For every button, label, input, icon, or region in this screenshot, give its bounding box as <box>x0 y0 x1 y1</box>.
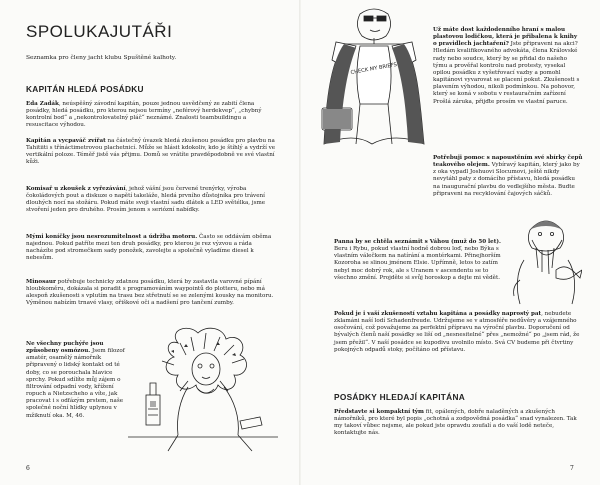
ad-text: potřebuje technicky zdatnou posádku, která by zastavila varovné pípání hloubkoměru, dokázala si poradit s programováním waypointů do plotteru, nebo má alespoň zkušenosti s vplutím na trasu bez střetnutí se se zelenými kousky na monitoru. Výměnou nabízím trnavé vlasy, ořiškové oči a nadšení pro tančení zumby. <box>26 279 274 307</box>
ad-11 <box>334 409 579 438</box>
ad-lead: Představte si kompaktní tým <box>334 409 424 415</box>
ad-8 <box>433 155 583 198</box>
ad-text: Beru i Rybu, pokud vlastní hodně dobrou loď, nebo Býka s vlastním válečkem na natírání a montérkami. Přinejhorším Kozoroha se slinou jménem Elsie. Upřímně, letos to zatím nebyl moc dobrý rok, ale s Uranem v ascendentu se to všechno změní. Projděte si svůj horoskop a dejte mi vědět. <box>334 246 501 281</box>
ad-6 <box>26 341 126 420</box>
ad-text: , jehož vášní jsou červené trenýrky, výroba čokoládových pout a diskuze o napětí takeláže, hledá prvního důstojníka pro trávení dlouhých nocí na stožáru. Pokud máte svoji vlastní sadu dlátek a LED světélka, jsme stvoření jeden pro druhého. Prosím jenom s seriózní nabídky. <box>26 186 266 214</box>
ad-2 <box>26 138 276 167</box>
ad-lead: Panna by se chtěla seznámit s Váhou (muž do 50 let). <box>334 239 501 245</box>
ad-lead: Potřebuji pomoc s napoustěním své sbírky čepů teakového olejem. <box>433 155 583 169</box>
ad-7 <box>433 27 581 106</box>
ad-text: Vybíravý kapitán, který jako by z oka vypadl Joshuovi Slocumovi, ještě nikdy nevytáhl paty z domácího přístavu, hledá posádku na inaugurační plavbu do vedlejšího města. Budte připraveni na recyklování čajových sáčků. <box>433 162 580 197</box>
ad-text: fit, opálených, dobře naladěných a zkušených námořníků, pro které byl popis „ochotná a zodpovědná posádka“ snad vynalezen. Tak my takoví vůbec nejsme, ale pokud jste opravdu zoufalí a do vaší lodě neteče, kontaktujte nás. <box>334 409 577 437</box>
ad-lead: Už máte dost každodenního hraní s malou plastovou lodičkou, která je přibalena k knihy o pravidlech jachtaření? <box>433 27 578 48</box>
ad-lead: Komisař u zkoušek z vyřezávání <box>26 186 126 192</box>
ad-text: na částečný úvazek hledá zkušenou posádku pro plavbu na Tahitiiti s třínáctimetrovou plachetnicí. Může se hlásit kdokoliv, kdo je štíhlý a vydrží ve vertikální poloze. Téměř jistě vás přijmu. Domů se vrátíte pravděpodobně ve své vlastní kůži. <box>26 138 276 166</box>
page-number-left: 6 <box>26 465 30 472</box>
ad-10 <box>334 311 584 354</box>
ad-lead: Kapitán a vycpaváč zvířat <box>26 138 106 144</box>
ad-5 <box>26 279 276 308</box>
ad-9 <box>334 239 504 282</box>
ad-text: , nebudete zklamáni naší lodí Schadenfreude. Udržujeme se v atmosféře nedůvěry a vzájemného osočování, což považujeme za perfektní přípravu na výroční plavbu. Doporučení od bývalých členů naší posádky se liší od „nesnesitelné“ přes „nemožné“ po „jsem rád, že jsem přežil“. V naší posádce se kupodivu uvolnilo místo. Svá CV budeme při čtvrtiny pokojných odpadů stoky, počítáno od přístavu. <box>334 311 580 353</box>
ad-lead: Mými koníčky jsou nesrozumitelnost a údržba motoru. <box>26 234 198 240</box>
right-page <box>300 0 600 485</box>
ad-text: , neúspěšný závodní kapitán, pouze jednou usvědčený ze zabití člena posádky, hledá posádku, pro kterou nejsou termíny „neférový herdekvep“, „chybný kontrolní bod“ a „nekontrolovatelný pláč“ neznámé. Znalosti teambuildingu a resuscitace výhodou. <box>26 101 262 129</box>
ad-4 <box>26 234 276 263</box>
page-title: SPOLUKAJUTÁŘI <box>26 22 173 41</box>
ad-lead: Eda Zadák <box>26 101 59 107</box>
ad-lead: Minosaur <box>26 279 56 285</box>
ad-lead: Pokud je i vaší zkušeností vztahu kapitána a posádky naprostý pat <box>334 311 542 317</box>
ad-1 <box>26 101 276 130</box>
ad-3 <box>26 186 276 215</box>
page-subtitle: Seznamka pro členy jacht klubu Spuštěné kalhoty. <box>26 55 177 61</box>
page-number-right: 7 <box>570 465 574 472</box>
ad-text: Jste připraveni na akci? Hledám kvalifikovaného advokáta, člena Královské rady nebo soudce, který by se přidal do našeho týmu a prověřal kontrolu nad protesty, vysekal opilou posádku z vyšetřovací vazby a pomohl kapitánovi vyvarovat se placení pokut. Zkušenosti s plavením výhodou, nikoli podmínkou. Na pohovor, který se koná v sobotu v restauračním zařízení Prošlá záruka, přijďte prosím ve vlastní paruce. <box>433 41 580 105</box>
ad-text: Často se oddávám oběma najednou. Pokud patříte mezi ten druh posádky, pro kterou je rez výzvou a ráda nacházíte pod stromečkem sady ponožek, zavolejte a společně vyladíme diesel k nebesům. <box>26 234 272 262</box>
sailor-illustration <box>128 325 278 453</box>
section-heading-crew-seeks-captain: POSÁDKY HLEDAJÍ KAPITÁNA <box>334 392 466 402</box>
illustration-caption: CHECK MY BRIEFS <box>350 61 398 77</box>
ad-text: Jsem filozof amatér, osamělý námořník připravený o lidský kontakt od té doby, co se porouchala hlavice sprchy. Pokud sdílíte můj zájem o filtrování odpadní vody, křížení ropuch a Nietzscheho a víte, jak pracovat i s odfázým prstem, naše společné noční hlídky uplynou v mžiknutí oka. M, 46. <box>26 348 125 419</box>
section-heading-captain-seeks-crew: KAPITÁN HLEDÁ POSÁDKU <box>26 84 144 94</box>
bearded-man-illustration <box>510 210 582 306</box>
ad-lead: Ne všechny puchýře jsou způsobeny osmózou. <box>26 341 104 355</box>
cape-man-illustration <box>320 4 428 156</box>
